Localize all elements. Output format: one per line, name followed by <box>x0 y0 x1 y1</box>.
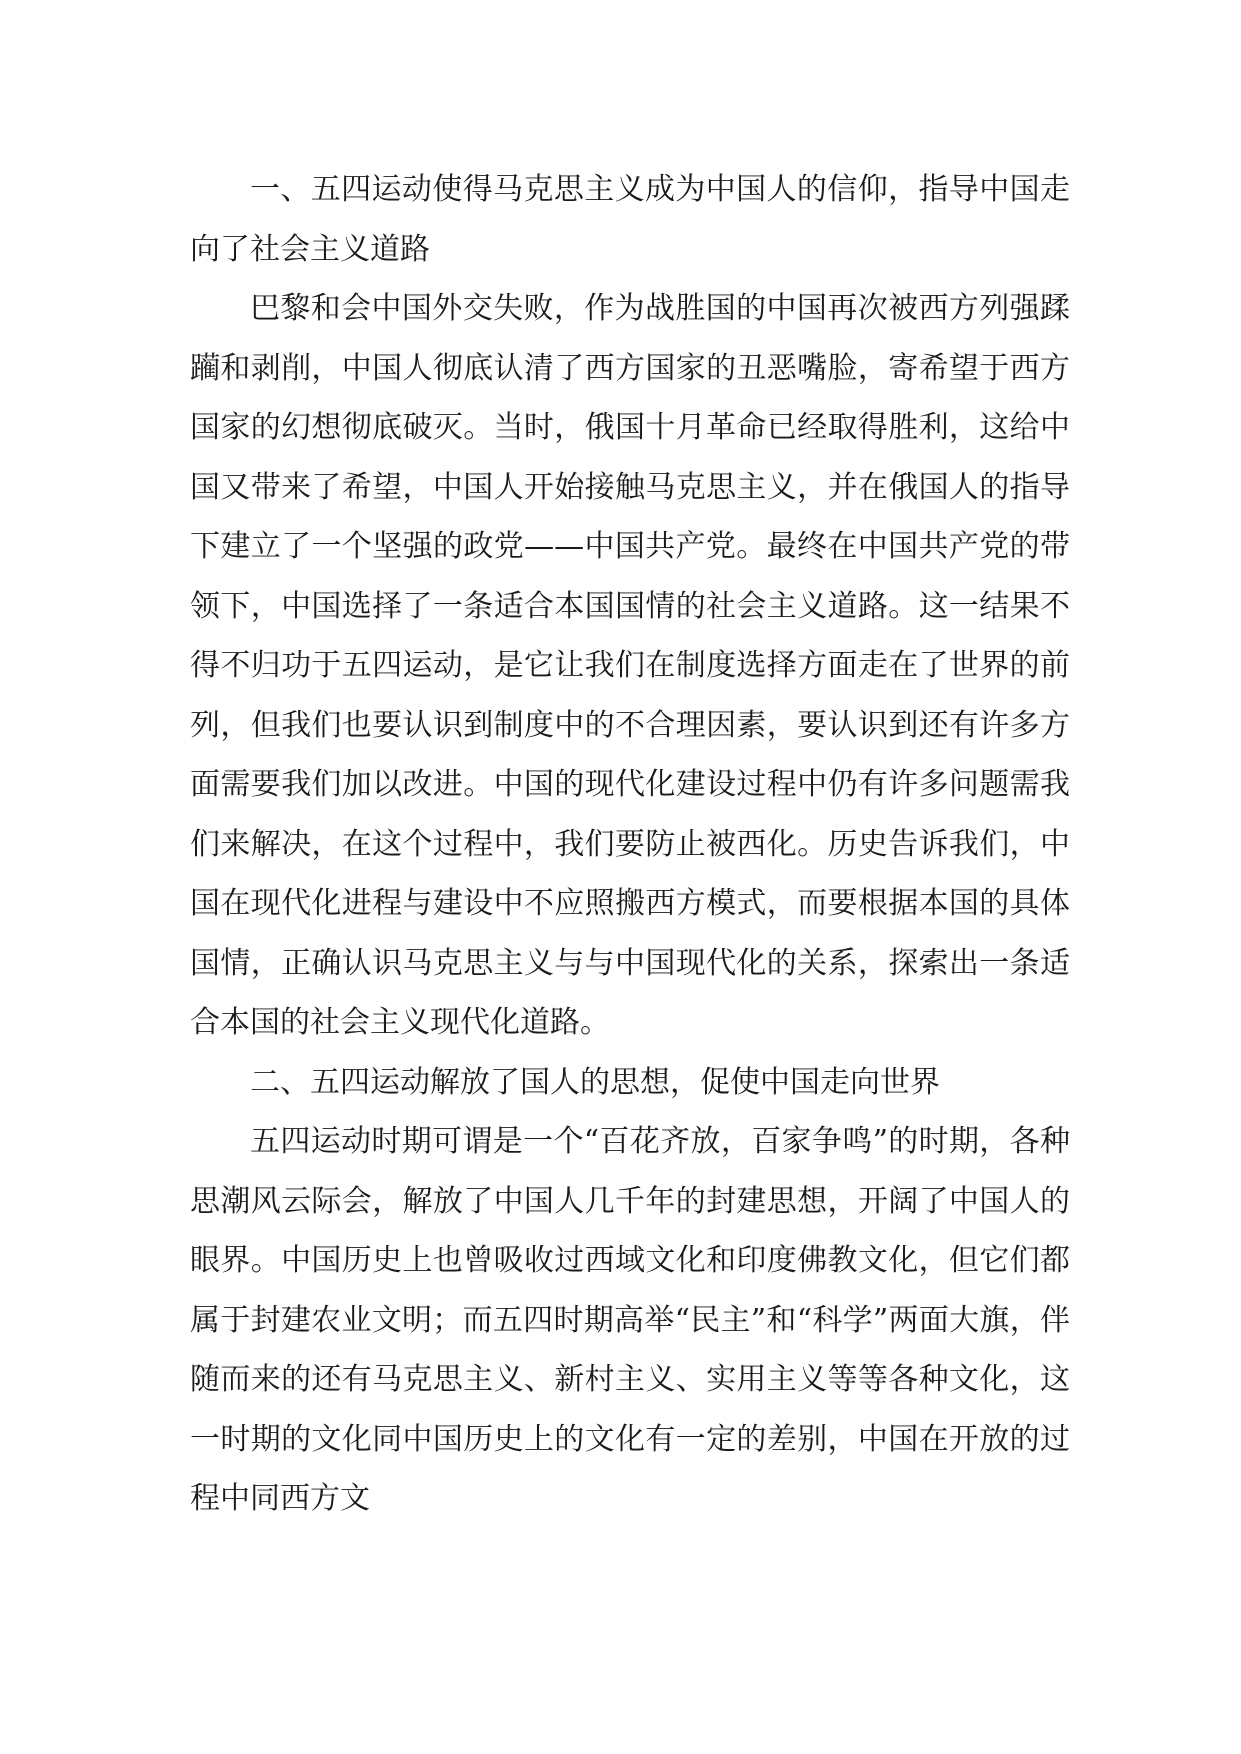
paragraph-two: 五四运动时期可谓是一个“百花齐放，百家争鸣”的时期，各种思潮风云际会，解放了中国人几千年的封建思想，开阔了中国人的眼界。中国历史上也曾吸收过西域文化和印度佛教文化，但它们都属于封建农业文明；而五四时期高举“民主”和“科学”两面大旗，伴随而来的还有马克思主义、新村主义、实用主义等等各种文化，这一时期的文化同中国历史上的文化有一定的差别，中国在开放的过程中同西方文 <box>190 1124 1070 1516</box>
heading-one: 一、五四运动使得马克思主义成为中国人的信仰，指导中国走向了社会主义道路 <box>190 172 1070 267</box>
paragraph-one: 巴黎和会中国外交失败，作为战胜国的中国再次被西方列强蹂躏和剥削，中国人彻底认清了西方国家的丑恶嘴脸，寄希望于西方国家的幻想彻底破灭。当时，俄国十月革命已经取得胜利，这给中国又带来了希望，中国人开始接触马克思主义，并在俄国人的指导下建立了一个坚强的政党——中国共产党。最终在中国共产党的带领下，中国选择了一条适合本国国情的社会主义道路。这一结果不得不归功于五四运动，是它让我们在制度选择方面走在了世界的前列，但我们也要认识到制度中的不合理因素，要认识到还有许多方面需要我们加以改进。中国的现代化建设过程中仍有许多问题需我们来解决，在这个过程中，我们要防止被西化。历史告诉我们，中国在现代化进程与建设中不应照搬西方模式，而要根据本国的具体国情，正确认识马克思主义与与中国现代化的关系，探索出一条适合本国的社会主义现代化道路。 <box>190 291 1070 1040</box>
heading-two: 二、五四运动解放了国人的思想，促使中国走向世界 <box>250 1064 940 1100</box>
document-body <box>190 160 1070 1529</box>
